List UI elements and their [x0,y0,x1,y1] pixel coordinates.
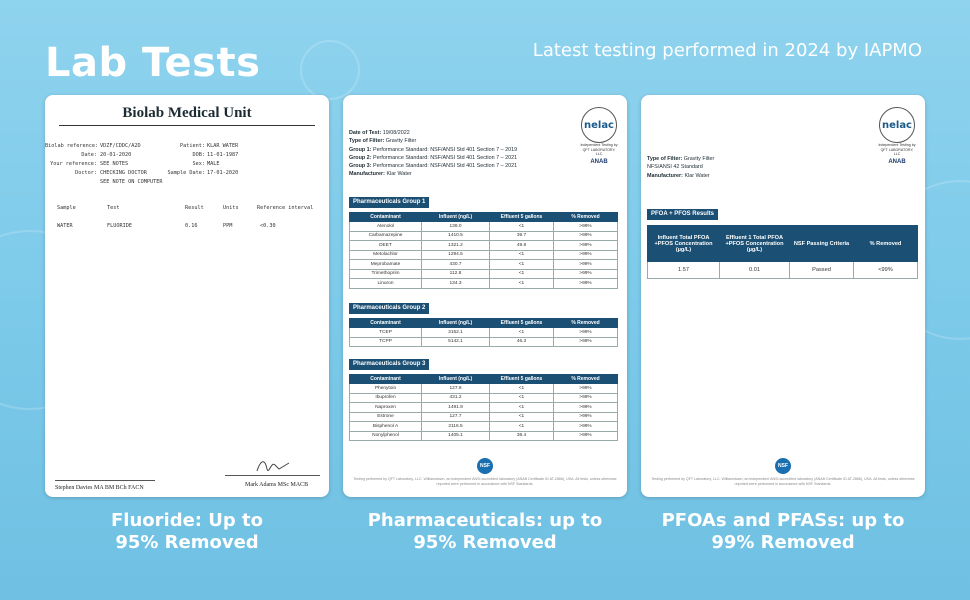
table-row [350,279,618,289]
column-header: Influent (ng/L) [422,375,490,384]
anab-logo: ANAB [888,158,906,165]
table-cell: <1 [490,412,554,422]
field-value: SEE NOTES [100,161,129,167]
table-cell: Carbamazepine [350,231,422,241]
table-cell: <1 [490,260,554,270]
nelac-logo [877,107,917,165]
page-tagline: Latest testing performed in 2024 by IAPMO [532,40,922,61]
group-3-table [349,374,618,441]
field-label: Your reference: [50,161,97,167]
table-cell: 1491.9 [422,403,490,413]
column-header: Influent Total PFOA +PFOS Concentration (µg/L) [648,226,720,262]
signature-right: Mark Adams MSc MACB [245,482,309,488]
table-cell: Meprobamate [350,260,422,270]
table-cell: <1 [490,328,554,338]
table-cell: 1.57 [648,262,720,279]
column-header: % Removed [554,319,618,328]
anab-logo: ANAB [590,158,608,165]
group-title: Pharmaceuticals Group 1 [349,197,429,208]
meta-label: Type of Filter: [349,138,385,145]
logo-caption: Independent Testing by QFT LABORATORY, LLC [580,143,618,156]
table-cell: >99% [554,269,618,279]
table-cell: Metolachlor [350,250,422,260]
table-cell: >99% [554,393,618,403]
column-header: Influent (ng/L) [422,213,490,222]
field-label: Patient: [180,143,205,149]
table-cell: 3152.1 [422,328,490,338]
pharmaceuticals-caption [335,510,635,554]
table-cell: 1294.5 [422,250,490,260]
table-cell: >99% [554,412,618,422]
column-header: Units [223,205,239,211]
table-cell: 1321.2 [422,241,490,251]
table-cell: 5142.1 [422,337,490,347]
table-cell: 39.7 [490,231,554,241]
table-cell: Naproxen [350,403,422,413]
table-row [648,262,918,279]
column-header: Effluent 5 gallons [490,375,554,384]
nelac-seal-icon: nelac [879,107,915,143]
table-cell: TCPP [350,337,422,347]
table-cell: >99% [554,328,618,338]
meta-label: Group 1: [349,146,372,153]
table-cell: >99% [554,384,618,394]
column-header: Influent (ng/L) [422,319,490,328]
group-2-table [349,318,618,347]
table-cell: 0.01 [720,262,790,279]
footnote: Testing performed by QFT Laboratory, LLC, Williamstown, an independent ANSI accredited laboratory (ANAB Certificate ID AT-2866), USA. All tests, unless otherwise reported were performed in accordance with NSF Standards. [353,477,617,486]
field-label: Sample Date: [167,170,205,176]
signature-left: Stephen Davies MA BM BCh FACN [55,485,144,491]
meta-label: Manufacturer: [647,172,683,179]
table-row [350,250,618,260]
column-header: Effluent 5 gallons [490,319,554,328]
table-cell: 46.3 [490,337,554,347]
column-header: Sample [57,205,76,211]
pfoa-table [647,225,918,279]
table-row [350,241,618,251]
table-cell: 38.4 [490,431,554,441]
table-row [350,384,618,394]
table-cell: >99% [554,337,618,347]
table-cell: Nonylphenol [350,431,422,441]
table-row [350,431,618,441]
caption-line: PFOAs and PFASs: up to [661,510,905,531]
column-header: Contaminant [350,375,422,384]
table-row [350,328,618,338]
meta-label: Type of Filter: [647,156,683,162]
table-row [350,393,618,403]
group-title: Pharmaceuticals Group 3 [349,359,429,370]
table-cell: >99% [554,279,618,289]
table-cell: >99% [554,431,618,441]
column-header: Reference interval [257,205,314,211]
table-cell: Ibuprofen [350,393,422,403]
table-cell: Trimethoprim [350,269,422,279]
footnote: Testing performed by QFT Laboratory, LLC, Williamstown, an independent ANSI accredited laboratory (ANAB Certificate ID AT-2866), USA. All tests, unless otherwise reported were performed in accordance with NSF Standards. [651,477,915,486]
column-header: Contaminant [350,319,422,328]
result-cell: WATER [57,223,73,229]
field-value: CHECKING DOCTOR [100,170,147,176]
nsf-logo-icon: NSF [477,458,493,474]
group-title: Pharmaceuticals Group 2 [349,303,429,314]
column-header: Effluent 1 Total PFOA +PFOS Concentration (µg/L) [720,226,790,262]
table-cell: >99% [554,422,618,432]
field-label: Biolab reference: [45,143,99,149]
pfoa-caption [633,510,933,554]
table-cell: Linuron [350,279,422,289]
meta-value: 19/08/2022 [382,130,410,136]
table-cell: Bisphenol A [350,422,422,432]
result-cell: FLUORIDE [107,223,132,229]
table-row [350,422,618,432]
table-row [350,403,618,413]
divider [59,125,315,126]
table-cell: >99% [554,222,618,232]
fluoride-report-card [45,95,329,497]
logo-caption: Independent Testing by QFT LABORATORY, LLC [878,143,916,156]
table-row [350,260,618,270]
table-cell: 134.3 [422,279,490,289]
result-cell: <0.30 [260,223,276,229]
column-header: NSF Passing Criteria [790,226,854,262]
table-cell: TCEP [350,328,422,338]
table-cell: 1410.5 [422,231,490,241]
table-row [350,412,618,422]
table-cell: <1 [490,269,554,279]
meta-value: Gravity Filter [385,138,417,145]
fluoride-caption [37,510,337,554]
table-cell: Atenolol [350,222,422,232]
table-cell: <1 [490,422,554,432]
meta-label: Group 3: [349,163,372,170]
meta-value: Performance Standard: NSF/ANSI Std 401 Section 7 – 2019 [372,146,518,153]
table-cell: >99% [554,241,618,251]
table-cell: >99% [554,250,618,260]
table-cell: 112.8 [422,269,490,279]
column-header: % Removed [854,226,918,262]
column-header: % Removed [554,213,618,222]
meta-value: Gravity Filter [683,156,715,162]
table-row [350,231,618,241]
table-cell: >99% [554,403,618,413]
field-value: KLAR WATER [207,143,239,149]
nelac-seal-icon: nelac [581,107,617,143]
signature-line [55,480,155,481]
caption-line: 95% Removed [115,532,259,553]
table-cell: 431.2 [422,393,490,403]
meta-value: Performance Standard: NSF/ANSI Std 401 Section 7 – 2021 [372,154,518,161]
meta-label: Group 2: [349,154,372,161]
table-cell: >99% [554,260,618,270]
field-value: SEE NOTE ON COMPUTER [100,179,163,185]
result-cell: PPM [223,223,233,229]
meta-value: Performance Standard: NSF/ANSI Std 401 Section 7 – 2021 [372,163,518,170]
page-title: Lab Tests [45,40,261,86]
signature-scribble [255,455,295,477]
table-cell: 127.6 [422,384,490,394]
caption-line: 99% Removed [711,532,855,553]
meta-label: Manufacturer: [349,171,385,178]
field-value: MALE [207,161,220,167]
table-cell: Passed [790,262,854,279]
table-cell: <1 [490,222,554,232]
meta-label: Date of Test: [349,130,382,136]
column-header: Contaminant [350,213,422,222]
table-cell: <99% [854,262,918,279]
field-label: Doctor: [75,170,97,176]
caption-line: Pharmaceuticals: up to [367,510,603,531]
column-header: Test [107,205,120,211]
table-row [350,269,618,279]
table-cell: 49.8 [490,241,554,251]
table-cell: 2116.5 [422,422,490,432]
table-cell: 127.7 [422,412,490,422]
table-cell: 430.7 [422,260,490,270]
test-meta [647,155,714,180]
table-cell: Estrone [350,412,422,422]
group-1-table [349,212,618,289]
table-cell: Phenytoin [350,384,422,394]
nsf-logo-icon: NSF [775,458,791,474]
field-label: DOB: [192,152,205,158]
column-header: Effluent 5 gallons [490,213,554,222]
table-cell: >99% [554,231,618,241]
column-header: % Removed [554,375,618,384]
field-value: VDZF/CDDC/A2D [100,143,141,149]
table-cell: <1 [490,384,554,394]
field-value: 11-01-1987 [207,152,239,158]
table-cell: <1 [490,279,554,289]
table-cell: <1 [490,393,554,403]
table-cell: 1405.1 [422,431,490,441]
caption-line: Fluoride: Up to [111,510,263,531]
column-header: Result [185,205,204,211]
field-value: 17-01-2020 [207,170,239,176]
table-cell: DEET [350,241,422,251]
caption-line: 95% Removed [413,532,557,553]
table-cell: <1 [490,403,554,413]
report-title: Biolab Medical Unit [122,105,252,121]
nelac-logo [579,107,619,165]
section-title: PFOA + PFOS Results [647,209,718,220]
result-cell: 0.16 [185,223,198,229]
table-row [350,222,618,232]
table-cell: <1 [490,250,554,260]
table-row [350,337,618,347]
field-label: Sex: [192,161,205,167]
field-value: 20-01-2020 [100,152,132,158]
signature-line [225,475,320,476]
meta-value: NFS/ANSI 42 Standard [647,164,703,171]
test-meta [349,129,517,179]
field-label: Date: [81,152,97,158]
background-bubble [300,40,360,100]
meta-value: Klar Water [684,172,710,179]
pharmaceuticals-report-card [343,95,627,497]
meta-value: Klar Water [386,171,412,178]
table-cell: 138.0 [422,222,490,232]
pfoa-report-card [641,95,925,497]
